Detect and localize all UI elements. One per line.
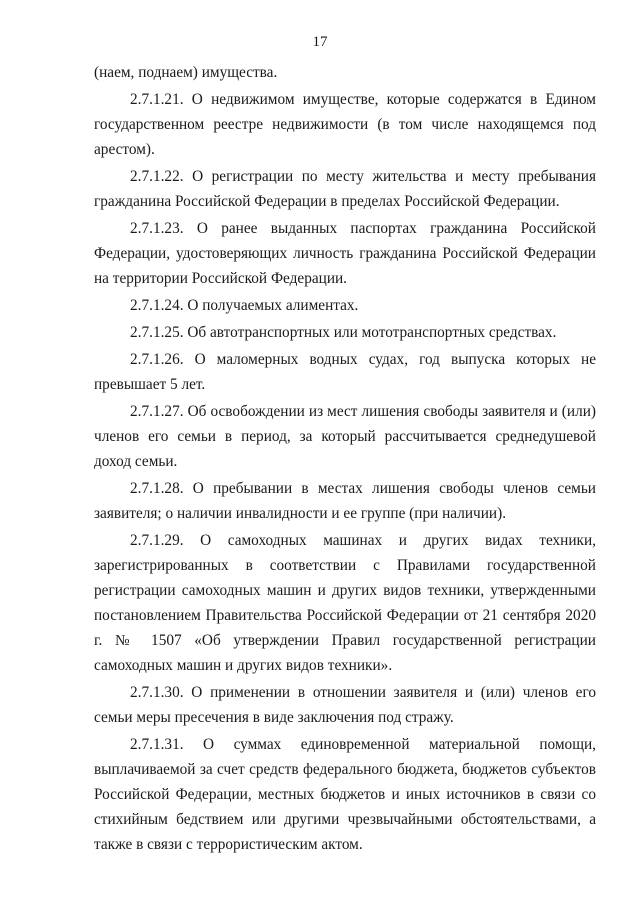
paragraph-2-7-1-29: 2.7.1.29. О самоходных машинах и других видах техники, зарегистрированных в соответствии с Правилами государственной регистрации самоходных машин и других видов техники, утвержденными постановлением Правительства Российской Федерации от 21 сентября 2020 г. № 1507 «Об утверждении Правил государственной регистрации самоходных машин и других видов техники».: [94, 532, 596, 674]
paragraph-2-7-1-23: 2.7.1.23. О ранее выданных паспортах гражданина Российской Федерации, удостоверяющих личность гражданина Российской Федерации на территории Российской Федерации.: [94, 220, 596, 287]
paragraph-2-7-1-26: 2.7.1.26. О маломерных водных судах, год выпуска которых не превышает 5 лет.: [94, 351, 596, 393]
paragraph-2-7-1-22: 2.7.1.22. О регистрации по месту жительства и месту пребывания гражданина Российской Федерации в пределах Российской Федерации.: [94, 168, 596, 210]
paragraph-2-7-1-31: 2.7.1.31. О суммах единовременной материальной помощи, выплачиваемой за счет средств федерального бюджета, бюджетов субъектов Российской Федерации, местных бюджетов и иных источников в связи со стихийным бедствием или другими чрезвычайными обстоятельствами, а также в связи с террористическим актом.: [94, 736, 596, 853]
paragraph-2-7-1-30: 2.7.1.30. О применении в отношении заявителя и (или) членов его семьи меры пресечения в виде заключения под стражу.: [94, 684, 596, 726]
paragraph-2-7-1-25: 2.7.1.25. Об автотранспортных или мототранспортных средствах.: [130, 324, 557, 341]
document-body: [94, 60, 596, 859]
page-number: 17: [312, 34, 328, 50]
paragraph-2-7-1-28: 2.7.1.28. О пребывании в местах лишения свободы членов семьи заявителя; о наличии инвалидности и ее группе (при наличии).: [94, 480, 596, 522]
paragraph-2-7-1-27: 2.7.1.27. Об освобождении из мест лишения свободы заявителя и (или) членов его семьи в период, за который рассчитывается среднедушевой доход семьи.: [94, 403, 596, 470]
paragraph-2-7-1-24: 2.7.1.24. О получаемых алиментах.: [130, 297, 359, 314]
paragraph-continuation: (наем, поднаем) имущества.: [94, 64, 278, 81]
paragraph-2-7-1-21: 2.7.1.21. О недвижимом имуществе, которые содержатся в Едином государственном реестре недвижимости (в том числе находящемся под арестом).: [94, 91, 596, 158]
